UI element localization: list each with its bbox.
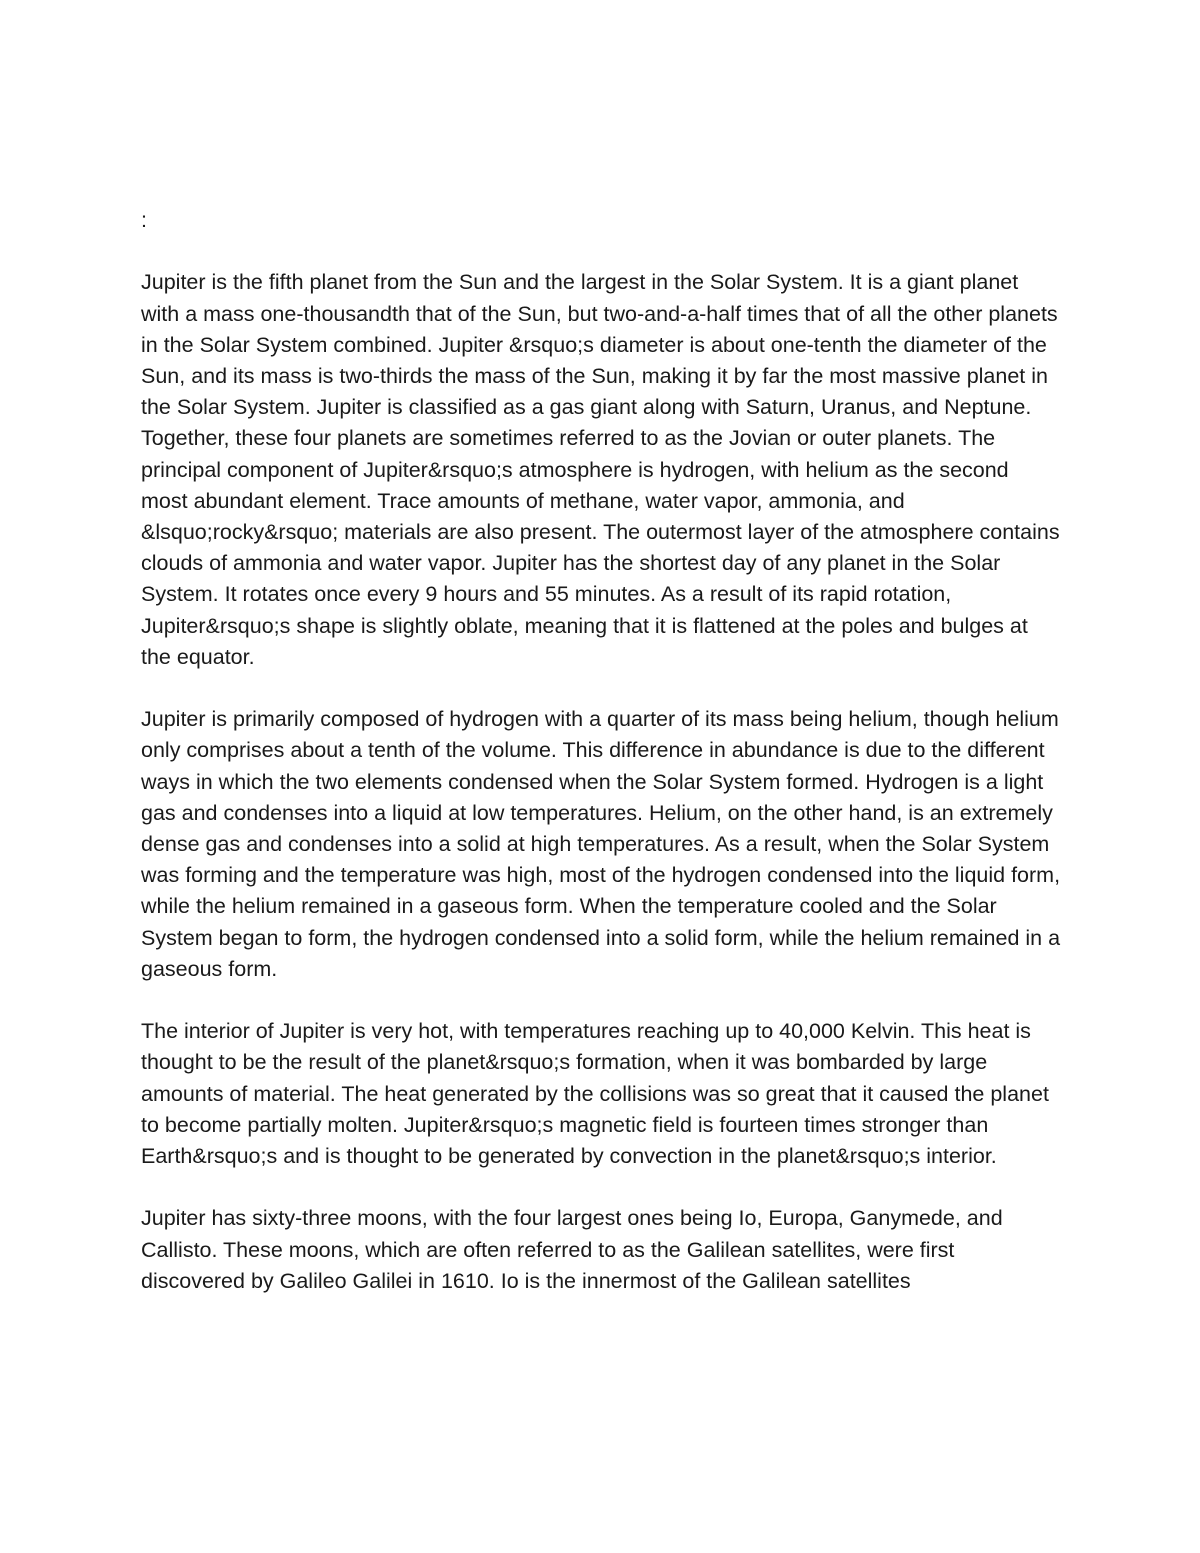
paragraph-planet-overview: Jupiter is the fifth planet from the Sun and the largest in the Solar System. It is a giant planet with a mass one-thousandth that of the Sun, but two-and-a-half times that of all the other planets in the Solar System combined. Jupiter &rsquo;s diameter is about one-tenth the diameter of the Sun, and its mass is two-thirds the mass of the Sun, making it by far the most massive planet in the Solar System. Jupiter is classified as a gas giant along with Saturn, Uranus, and Neptune. Together, these four planets are sometimes referred to as the Jovian or outer planets. The principal component of Jupiter&rsquo;s atmosphere is hydrogen, with helium as the second most abundant element. Trace amounts of methane, water vapor, ammonia, and &lsquo;rocky&rsquo; materials are also present. The outermost layer of the atmosphere contains clouds of ammonia and water vapor. Jupiter has the shortest day of any planet in the Solar System. It rotates once every 9 hours and 55 minutes. As a result of its rapid rotation, Jupiter&rsquo;s shape is slightly oblate, meaning that it is flattened at the poles and bulges at the equator.: [141, 270, 1060, 669]
document-body: [141, 205, 1061, 1328]
paragraph-moons: Jupiter has sixty-three moons, with the four largest ones being Io, Europa, Ganymede, and Callisto. These moons, which are often referred to as the Galilean satellites, were first discovered by Galileo Galilei in 1610. Io is the innermost of the Galilean satellites: [141, 1206, 1003, 1293]
lead-mark: :: [141, 208, 147, 232]
paragraph-interior: The interior of Jupiter is very hot, with temperatures reaching up to 40,000 Kelvin. This heat is thought to be the result of the planet&rsquo;s formation, when it was bombarded by large amounts of material. The heat generated by the collisions was so great that it caused the planet to become partially molten. Jupiter&rsquo;s magnetic field is fourteen times stronger than Earth&rsquo;s and is thought to be generated by convection in the planet&rsquo;s interior.: [141, 1019, 1049, 1169]
paragraph-composition: Jupiter is primarily composed of hydrogen with a quarter of its mass being helium, though helium only comprises about a tenth of the volume. This difference in abundance is due to the different ways in which the two elements condensed when the Solar System formed. Hydrogen is a light gas and condenses into a liquid at low temperatures. Helium, on the other hand, is an extremely dense gas and condenses into a solid at high temperatures. As a result, when the Solar System was forming and the temperature was high, most of the hydrogen condensed into the liquid form, while the helium remained in a gaseous form. When the temperature cooled and the Solar System began to form, the hydrogen condensed into a solid form, while the helium remained in a gaseous form.: [141, 707, 1061, 981]
